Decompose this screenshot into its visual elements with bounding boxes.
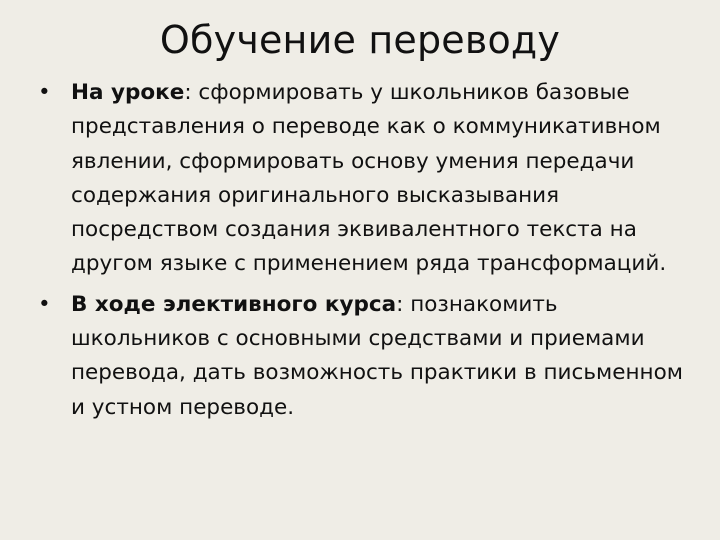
bullet-item-lesson bbox=[38, 76, 688, 282]
bullet-marker: • bbox=[38, 291, 51, 317]
bullet-term: На уроке bbox=[71, 80, 185, 105]
bullet-list bbox=[38, 76, 688, 431]
slide-title: Обучение переводу bbox=[159, 18, 561, 62]
bullet-text: познакомить школьников с основными средствами и приемами перевода, дать возможность практики в письменном и устном переводе. bbox=[71, 291, 683, 420]
bullet-separator: : bbox=[396, 291, 404, 317]
bullet-term: В ходе элективного курса bbox=[71, 291, 397, 317]
bullet-separator: : bbox=[184, 80, 192, 105]
bullet-text: сформировать у школьников базовые представления о переводе как о коммуникативном явлении, сформировать основу умения передачи содержания оригинального высказывания посредством создания эквивалентного текста на другом языке с применением ряда трансформаций. bbox=[71, 80, 667, 277]
bullet-marker: • bbox=[38, 80, 51, 105]
bullet-item-elective bbox=[38, 288, 688, 425]
